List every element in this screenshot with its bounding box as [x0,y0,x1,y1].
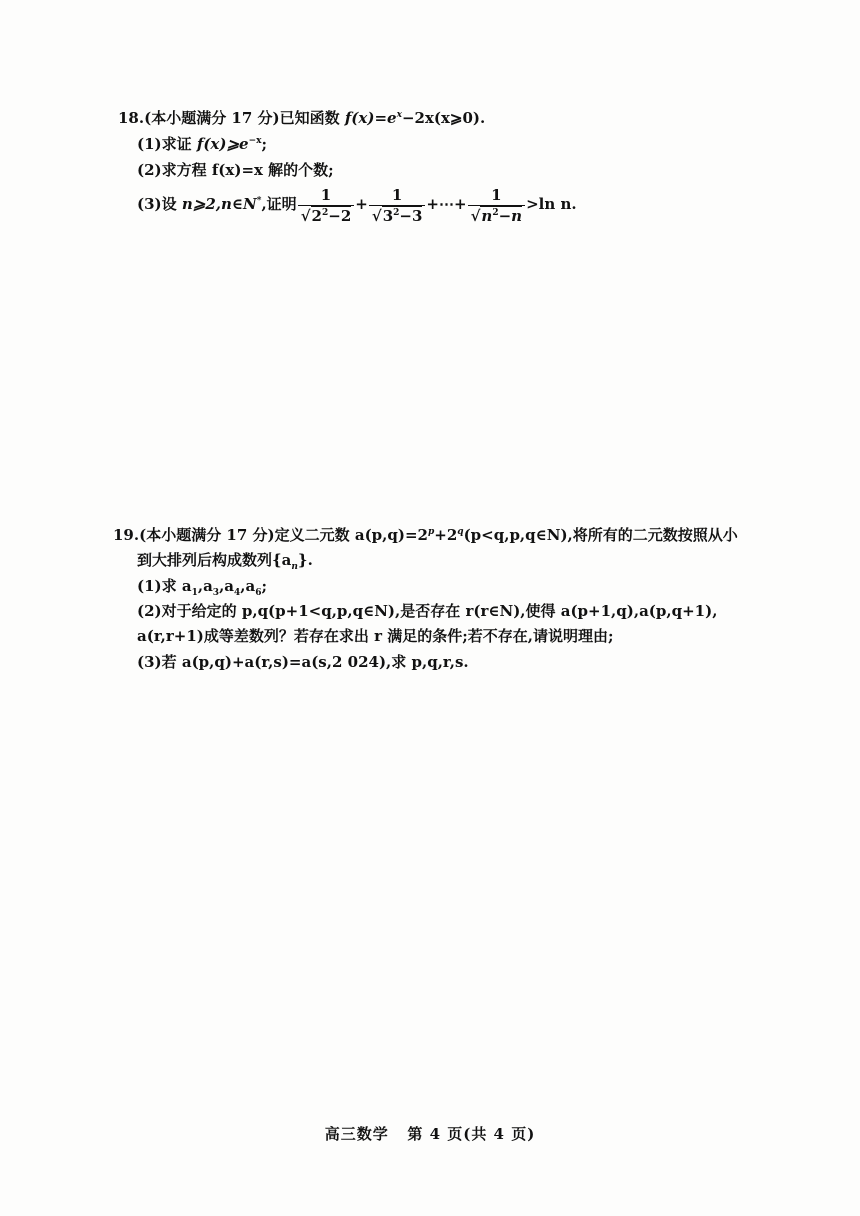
q18-fraction-2 [369,185,426,226]
q18-conclusion: >ln n. [526,195,577,213]
q18-number: 18. [118,109,145,127]
fraction-numerator: 1 [391,185,403,204]
q18-fraction-1 [298,185,355,226]
q18-header [118,107,485,129]
q18-part1 [137,133,267,155]
q19-part1: (1)求 $a_1,a_3,a_4,a_6$; [137,577,268,598]
q18-part1-exp: −x [248,136,262,146]
fraction-numerator: 1 [491,185,502,204]
q18-header-text: (本小题满分 17 分)已知函数 [144,109,340,127]
q18-part3-prove: ,证明 [261,195,297,213]
q19-line1-a: (本小题满分 17 分)定义二元数 a(p,q)=2 [139,526,428,544]
q18-part2: (2)求方程 f(x)=x 解的个数; [137,161,334,179]
q18-part3-prefix: (3)设 [137,195,177,213]
q18-func-exp: x [396,110,402,120]
q18-func-tail: −2x(x⩾0). [401,109,486,127]
q18-fraction-3 [468,185,526,226]
q18-func-def: f(x)=e [344,109,397,127]
q18-part3 [137,183,577,226]
q18-part1-prefix: (1)求证 [137,135,192,153]
q18-part1-expr: f(x)⩾e [196,135,249,153]
q19-line1: 19.(本小题满分 17 分)定义二元数 $a(p,q)=2^p+2^q(p<q,p,q\in N)$,将所有的二元数按照从小 [113,526,738,544]
q18-part1-end: ; [261,135,268,153]
q19-part2-line1: (2)对于给定的 p,q(p+1<q,p,q∈N),是否存在 r(r∈N),使得 a(p+1,q),a(p,q+1), [137,602,718,620]
fraction-numerator: 1 [320,185,332,204]
q19-part2-line2: a(r,r+1)成等差数列？若存在求出 r 满足的条件;若不存在,请说明理由; [137,627,614,645]
q18-part3-star: * [256,196,262,206]
fraction-denominator: $√2^2-2$ [298,205,355,226]
q19-number: 19. [113,526,140,544]
plus-sign: + [355,195,368,213]
q19-part3: (3)若 a(p,q)+a(r,s)=a(s,2 024),求 p,q,r,s. [137,653,469,671]
q18-part3-cond: n⩾2,n∈N [181,195,257,213]
fraction-denominator: $√3^2-3$ [369,205,426,226]
q19-line1-c: (p<q,p,q∈N),将所有的二元数按照从小 [463,526,738,544]
ellipsis-sum: +⋯+ [426,195,467,213]
q19-line2: 到大排列后构成数列$\{a_n\}$. [137,551,313,572]
fraction-denominator: $√n^2-n$ [468,205,526,226]
page-footer: 高三数学 第 4 页(共 4 页) [324,1125,536,1143]
